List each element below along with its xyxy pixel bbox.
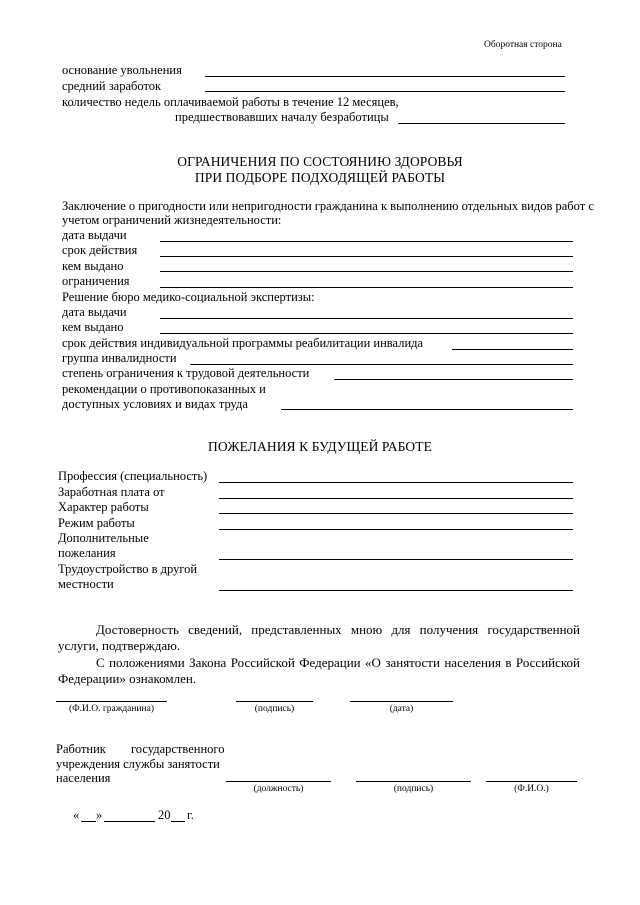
additional-wishes-label-2: пожелания (58, 546, 116, 560)
officer-label-1: Работник государственного (56, 742, 225, 756)
validity-field[interactable] (160, 256, 573, 257)
issue-date-label: дата выдачи (62, 228, 127, 242)
labor-restriction-label: степень ограничения к трудовой деятельности (62, 366, 310, 380)
restrictions-label: ограничения (62, 274, 130, 288)
mse-issued-by-field[interactable] (160, 333, 573, 334)
relocation-label-2: местности (58, 577, 114, 591)
confirmation-text-2: С положениями Закона Российской Федерации «О занятости населения в Российской Федерации» ознакомлен. (58, 655, 580, 686)
work-nature-field[interactable] (219, 513, 573, 514)
disability-group-field[interactable] (190, 364, 573, 365)
paid-weeks-label-2: предшествовавших началу безработицы (175, 110, 389, 124)
officer-fio-field[interactable] (486, 781, 577, 782)
officer-position-field[interactable] (226, 781, 331, 782)
citizen-date-caption: (дата) (389, 704, 414, 714)
health-heading-2: ПРИ ПОДБОРЕ ПОДХОДЯЩЕЙ РАБОТЫ (194, 170, 446, 185)
paid-weeks-label-1: количество недель оплачиваемой работы в течение 12 месяцев, (62, 95, 399, 109)
citizen-fio-caption: (Ф.И.О. гражданина) (69, 704, 154, 714)
recommendations-field[interactable] (281, 409, 573, 410)
citizen-date-field[interactable] (350, 701, 453, 702)
date-year-field[interactable] (171, 821, 185, 822)
additional-wishes-label-1: Дополнительные (58, 531, 149, 545)
issued-by-field[interactable] (160, 271, 573, 272)
validity-label: срок действия (62, 243, 138, 257)
recommendations-label-1: рекомендации о противопоказанных и (62, 382, 266, 396)
mse-decision-label: Решение бюро медико-социальной экспертизы: (62, 290, 315, 304)
work-mode-field[interactable] (219, 529, 573, 530)
avg-salary-field[interactable] (205, 91, 565, 92)
citizen-signature-caption: (подпись) (254, 704, 295, 714)
labor-restriction-field[interactable] (334, 379, 573, 380)
disability-group-label: группа инвалидности (62, 351, 177, 365)
avg-salary-label: средний заработок (62, 79, 162, 93)
date-quote-open: « (73, 808, 80, 822)
citizen-fio-field[interactable] (56, 701, 167, 702)
relocation-label-1: Трудоустройство в другой (58, 562, 198, 576)
salary-from-field[interactable] (219, 498, 573, 499)
officer-fio-caption: (Ф.И.О.) (514, 784, 549, 794)
officer-label-2: учреждения службы занятости (56, 757, 220, 771)
ipr-validity-field[interactable] (452, 349, 573, 350)
work-mode-label: Режим работы (58, 516, 135, 530)
officer-signature-field[interactable] (356, 781, 471, 782)
officer-signature-caption: (подпись) (393, 784, 434, 794)
profession-field[interactable] (219, 482, 573, 483)
issue-date-field[interactable] (160, 241, 573, 242)
citizen-signature-field[interactable] (236, 701, 313, 702)
officer-position-caption: (должность) (253, 784, 304, 794)
date-quote-close: » (96, 808, 103, 822)
mse-issue-date-field[interactable] (160, 318, 573, 319)
date-month-field[interactable] (104, 821, 155, 822)
salary-from-label: Заработная плата от (58, 485, 165, 499)
ipr-validity-label: срок действия индивидуальной программы реабилитации инвалида (62, 336, 424, 350)
confirmation-text-1: Достоверность сведений, представленных мною для получения государственной услуги, подтверждаю. (58, 622, 580, 653)
conclusion-label-1: Заключение о пригодности или непригодности гражданина к выполнению отдельных видов работ с (62, 199, 594, 213)
date-year-prefix: 20 (158, 808, 171, 822)
conclusion-label-2: учетом ограничений жизнедеятельности: (62, 213, 282, 227)
work-nature-label: Характер работы (58, 500, 149, 514)
date-day-field[interactable] (81, 821, 96, 822)
date-year-suffix: г. (187, 808, 194, 822)
officer-label-3: населения (56, 771, 111, 785)
mse-issue-date-label: дата выдачи (62, 305, 127, 319)
dismissal-reason-label: основание увольнения (62, 63, 182, 77)
recommendations-label-2: доступных условиях и видах труда (62, 397, 248, 411)
paid-weeks-field[interactable] (398, 123, 565, 124)
dismissal-reason-field[interactable] (205, 76, 565, 77)
health-heading-1: ОГРАНИЧЕНИЯ ПО СОСТОЯНИЮ ЗДОРОВЬЯ (177, 154, 463, 169)
relocation-field[interactable] (219, 590, 573, 591)
wishes-heading: ПОЖЕЛАНИЯ К БУДУЩЕЙ РАБОТЕ (208, 439, 432, 454)
additional-wishes-field[interactable] (219, 559, 573, 560)
issued-by-label: кем выдано (62, 259, 124, 273)
officer-label-1-row (56, 742, 225, 756)
corner-label: Оборотная сторона (484, 40, 562, 50)
mse-issued-by-label: кем выдано (62, 320, 124, 334)
restrictions-field[interactable] (160, 287, 573, 288)
profession-label: Профессия (специальность) (58, 469, 208, 483)
